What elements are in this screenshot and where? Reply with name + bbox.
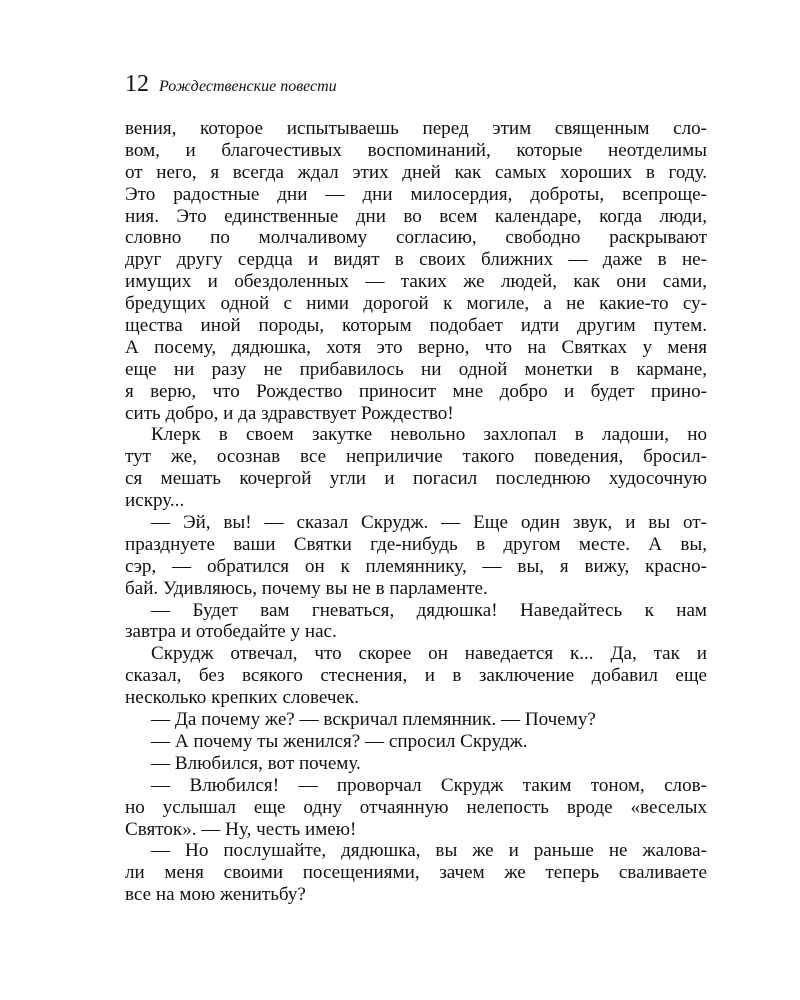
text-line: вом, и благочестивых воспоминаний, которые неотделимы	[125, 139, 707, 161]
text-line: бай. Удивляюсь, почему вы не в парламенте.	[125, 577, 488, 599]
text-line: — Но послушайте, дядюшка, вы же и раньше не жалова-	[151, 840, 707, 862]
text-line: Святок». — Ну, честь имею!	[125, 818, 357, 840]
text-line: имущих и обездоленных — таких же людей, как они сами,	[125, 271, 707, 293]
text-line: словно по молчаливому согласию, свободно раскрывают	[125, 227, 707, 249]
text-line: друг другу сердца и видят в своих ближних — даже в не-	[125, 249, 707, 271]
text-line: — Влюбился! — проворчал Скрудж таким тоном, слов-	[151, 774, 707, 796]
text-line: искру...	[125, 490, 185, 512]
body-text	[125, 118, 707, 906]
text-line: сить добро, и да здравствует Рождество!	[125, 402, 454, 424]
text-line: — Влюбился, вот почему.	[151, 752, 361, 774]
text-line: сказал, без всякого стеснения, и в заключение добавил еще	[125, 665, 707, 687]
text-line: Скрудж отвечал, что скорее он наведается к... Да, так и	[151, 643, 707, 665]
text-line: от него, я всегда ждал этих дней как самых хороших в году.	[125, 161, 707, 183]
text-line: все на мою женитьбу?	[125, 884, 306, 906]
text-line: — А почему ты женился? — спросил Скрудж.	[151, 730, 528, 752]
text-line: ли меня своими посещениями, зачем же теперь сваливаете	[125, 862, 707, 884]
text-line: несколько крепких словечек.	[125, 687, 360, 709]
text-line: вения, которое испытываешь перед этим священным сло-	[125, 118, 707, 139]
text-line: — Эй, вы! — сказал Скрудж. — Еще один звук, и вы от-	[151, 512, 707, 534]
text-line: щества иной породы, которым подобает идти другим путем.	[125, 315, 707, 337]
text-line: тут же, осознав все неприличие такого поведения, бросил-	[125, 446, 707, 468]
text-line: я верю, что Рождество приносит мне добро и будет прино-	[125, 380, 707, 402]
text-line: еще ни разу не прибавилось ни одной монетки в кармане,	[125, 358, 707, 380]
text-line: — Да почему же? — вскричал племянник. — Почему?	[151, 709, 596, 731]
text-line: ся мешать кочергой угли и погасил последнюю худосочную	[125, 468, 707, 490]
page-number: 12	[125, 71, 149, 97]
text-line: празднуете ваши Святки где-нибудь в другом месте. А вы,	[125, 533, 707, 555]
running-head	[125, 72, 707, 102]
text-line: Клерк в своем закутке невольно захлопал в ладоши, но	[151, 424, 707, 446]
text-line: ния. Это единственные дни во всем календаре, когда люди,	[125, 205, 707, 227]
text-line: но услышал еще одну отчаянную нелепость вроде «веселых	[125, 796, 707, 818]
book-page	[125, 72, 707, 952]
text-line: Это радостные дни — дни милосердия, доброты, всепроще-	[125, 183, 707, 205]
text-line: завтра и отобедайте у нас.	[125, 621, 337, 643]
text-line: А посему, дядюшка, хотя это верно, что на Святках у меня	[125, 336, 707, 358]
text-line: бредущих одной с ними дорогой к могиле, а не какие-то су-	[125, 293, 707, 315]
text-line: сэр, — обратился он к племяннику, — вы, я вижу, красно-	[125, 555, 707, 577]
text-line: — Будет вам гневаться, дядюшка! Наведайтесь к нам	[151, 599, 707, 621]
book-title: Рождественские повести	[159, 78, 337, 95]
